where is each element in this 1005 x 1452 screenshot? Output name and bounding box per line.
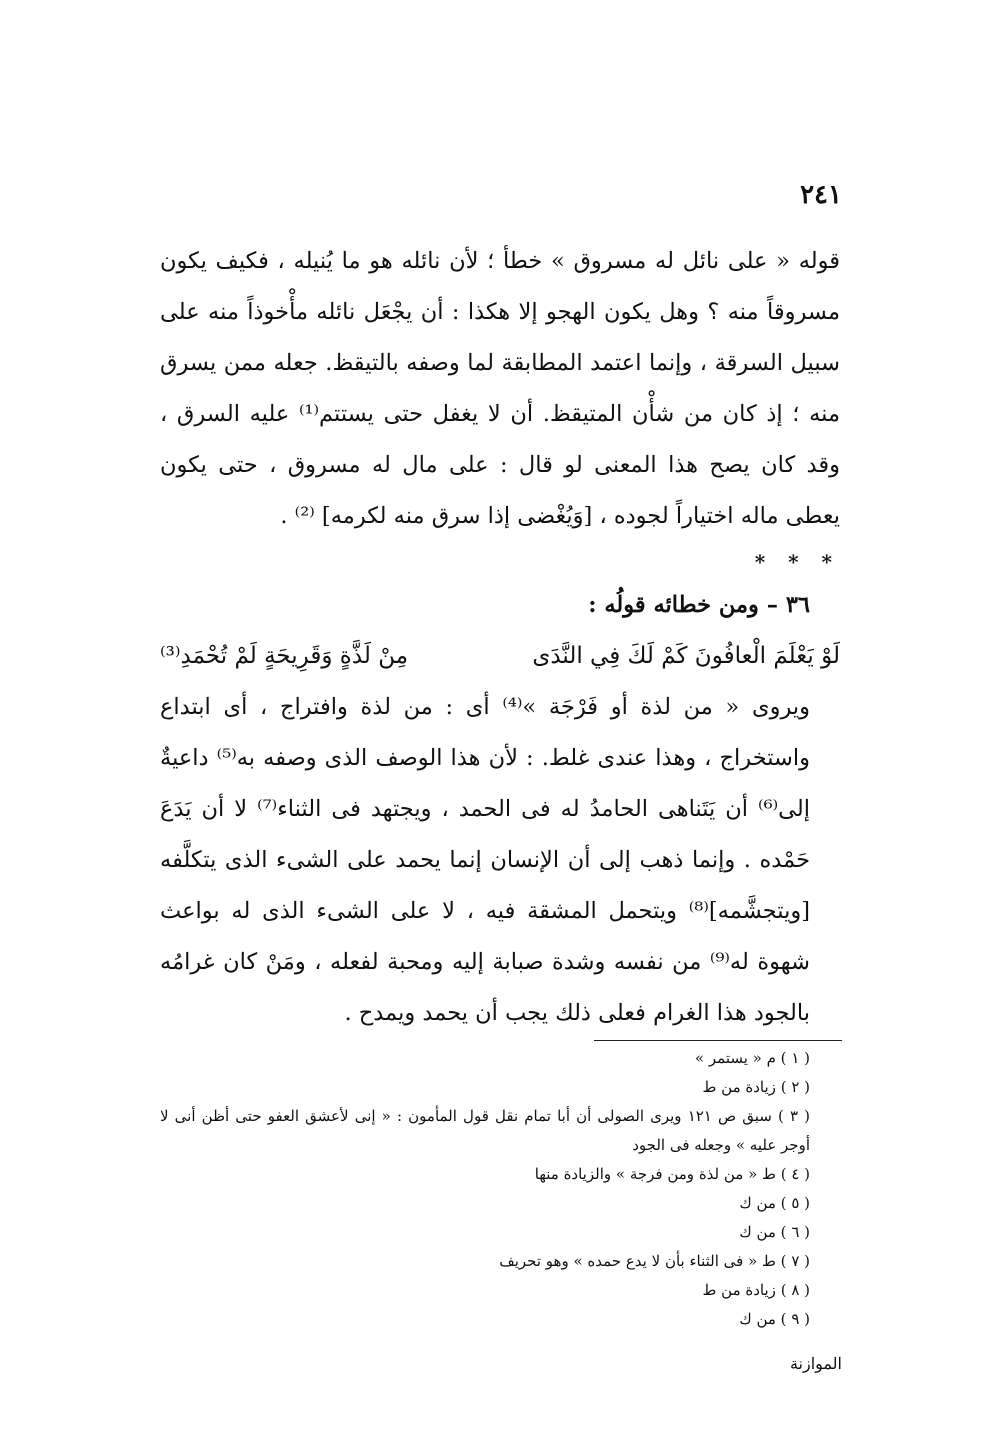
main-text [160,236,840,1039]
footnote-3: ( ٣ ) سبق ص ١٢١ ويرى الصولى أن أبا تمام نقل قول المأمون : « إنى لأعشق العفو حتى أظن أنى لا أوجر عليه » وجعله فى الجود [160,1107,811,1154]
footnote-5: ( ٥ ) من ك [739,1194,810,1212]
book-signature-label: الموازنة [789,1354,842,1373]
paragraph-commentary: ويروى « من لذة أو فَرْجَة »⁽⁴⁾ أى : من لذة وافتراج ، أى ابتداع واستخراج ، وهذا عندى غلط. : لأن هذا الوصف الذى وصفه به⁽⁵⁾ داعيةٌ إلى⁽⁶⁾ أن يَتَناهى الحامدُ له فى الحمد ، ويجتهد فى الثناء⁽⁷⁾ لا أن يَدَعَ حَمْده . وإنما ذهب إلى أن الإنسان إنما يحمد على الشىء الذى يتكلَّفه [ويتجشَّمه]⁽⁸⁾ ويتحمل المشقة فيه ، لا على الشىء الذى له بواعث شهوة له⁽⁹⁾ من نفسه وشدة صبابة إليه ومحبة لفعله ، ومَنْ كان غرامُه بالجود هذا الغرام فعلى ذلك يجب أن يحمد ويمدح . [160,694,811,1026]
section-title: ٣٦ – ومن خطائه قولُه : [588,592,810,618]
verse-first-hemistich: لَوْ يَعْلَمَ الْعافُونَ كَمْ لَكَ فِي النَّدَى [532,643,840,669]
page-number: ٢٤١ [800,180,842,210]
footnote-9: ( ٩ ) من ك [739,1310,810,1328]
footnote-8: ( ٨ ) زيادة من ط [702,1281,810,1299]
footnote-2: ( ٢ ) زيادة من ط [702,1078,810,1096]
footnote-7: ( ٧ ) ط « فى الثناء بأن لا يدع حمده » وهو تحريف [499,1252,810,1270]
paragraph-critique: قوله « على نائل له مسروق » خطأ ؛ لأن نائله هو ما يُنيله ، فكيف يكون مسروقاً منه ؟ وهل يكون الهجو إلا هكذا : أن يجْعَل نائله مأْخوذاً منه على سبيل السرقة ، وإنما اعتمد المطابقة لما وصفه بالتيقظ. جعله ممن يسرق منه ؛ إذ كان من شأْن المتيقظ. أن لا يغفل حتى يستتم⁽¹⁾ عليه السرق ، وقد كان يصح هذا المعنى لو قال : على مال له مسروق ، حتى يكون يعطى ماله اختياراً لجوده ، [وَيُغْضى إذا سرق منه لكرمه] ⁽²⁾ . [160,248,840,529]
footnotes [160,1044,840,1334]
verse-second-hemistich: مِنْ لَذَّةٍ وَقَرِيحَةٍ لَمْ تُحْمَدِ⁽³⁾ [160,643,409,669]
footnote-4: ( ٤ ) ط « من لذة ومن فرجة » والزيادة منها [534,1165,810,1183]
poetry-verse [160,631,840,682]
footnote-divider [594,1040,842,1041]
footnote-1: ( ١ ) م « يستمر » [694,1049,810,1067]
footnote-6: ( ٦ ) من ك [739,1223,810,1241]
section-separator: * * * [754,550,840,574]
